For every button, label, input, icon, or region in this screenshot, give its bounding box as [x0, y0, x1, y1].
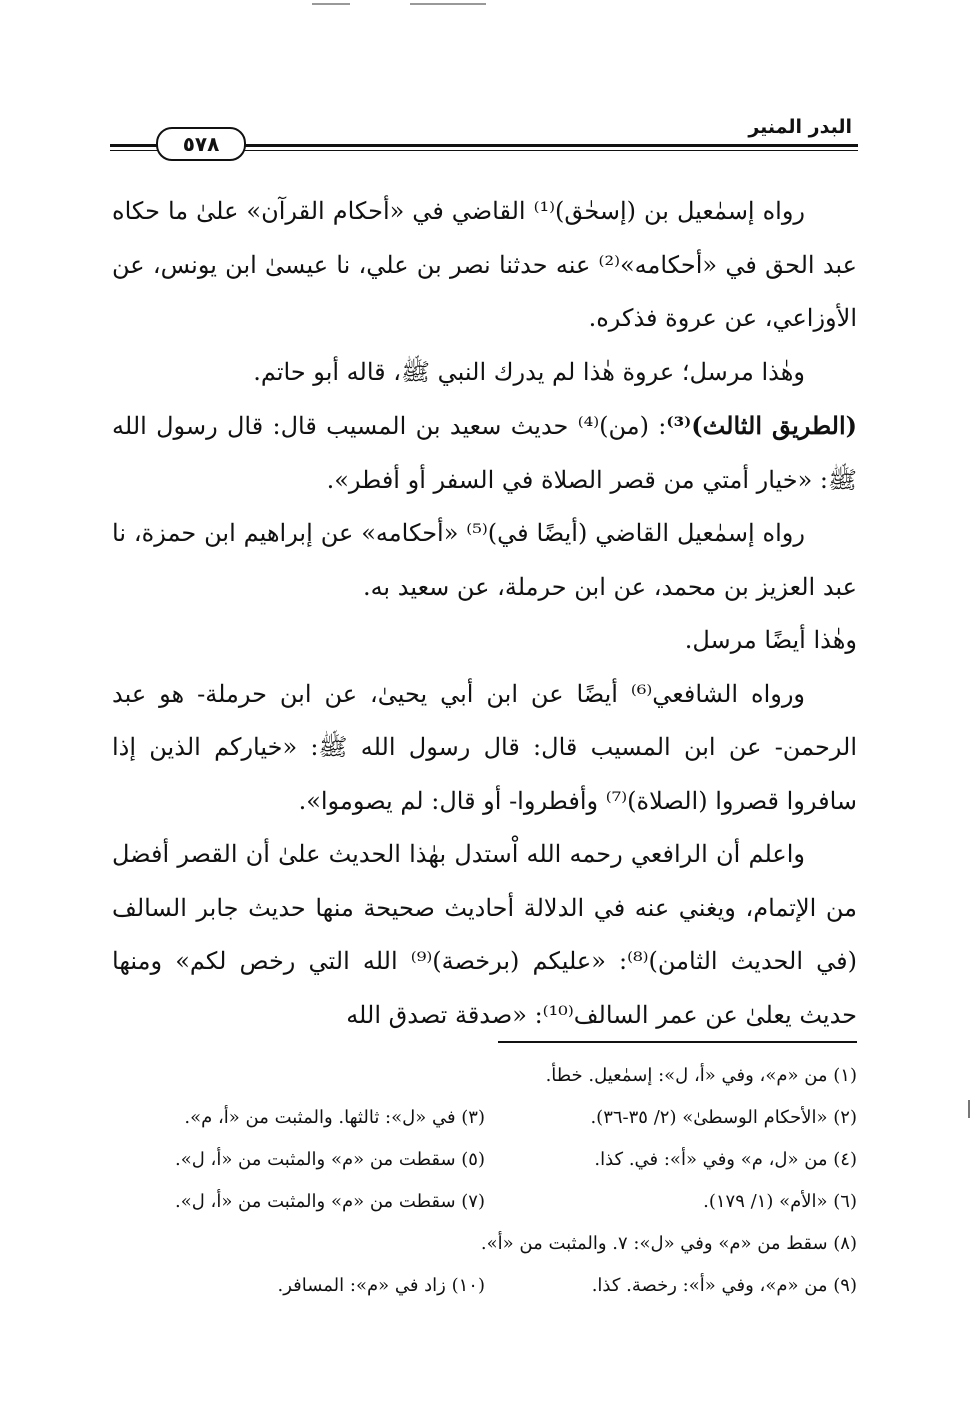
running-title: البدر المنير — [748, 116, 852, 138]
footnote-10: (١٠) زاد في «م»: المسافر. — [277, 1275, 485, 1296]
footnote-6: (٦) «الأم» (١/ ١٧٩). — [703, 1191, 857, 1212]
main-text — [112, 185, 857, 1042]
page-number: ٥٧٨ — [182, 132, 220, 156]
paragraph-6: ورواه الشافعي⁽⁶⁾ أيضًا عن ابن أبي يحيىٰ، عن ابن حرملة- هو عبد الرحمن- عن ابن المسيب قال: قال رسول الله ﷺ: «خياركم الذين إذا سافروا قصروا (الصلاة)⁽⁷⁾ وأفطروا- أو قال: لم يصوموا». — [112, 679, 857, 815]
footnote-5: (٥) سقطت من «م» والمثبت من «أ، ل». — [174, 1149, 485, 1170]
footnote-1: (١) من «م»، وفي «أ، ل»: إسمٰعيل. خطأ. — [545, 1065, 857, 1086]
footnote-line-1 — [112, 1055, 857, 1097]
footnote-9: (٩) من «م»، وفي «أ»: رخصة. كذا. — [591, 1275, 857, 1296]
paragraph-4: رواه إسمٰعيل القاضي (أيضًا في)⁽⁵⁾ «أحكامه» عن إبراهيم ابن حمزة، نا عبد العزيز بن محمد، عن ابن حرملة، عن سعيد به. — [112, 519, 857, 601]
footnotes — [112, 1055, 857, 1307]
footnote-7: (٧) سقطت من «م» والمثبت من «أ، ل». — [174, 1191, 485, 1212]
top-scan-marks — [0, 3, 978, 7]
paragraph-3-text: : (من)⁽⁴⁾ حديث سعيد بن المسيب قال: قال رسول الله ﷺ: «خيار أمتي من قصر الصلاة في السفر أو أفطر». — [112, 412, 857, 494]
footnote-line-4 — [112, 1181, 857, 1223]
paragraph-3 — [112, 399, 857, 507]
paragraph-7: واعلم أن الرافعي رحمه الله اْستدل بهٰذا الحديث علىٰ أن القصر أفضل من الإتمام، ويغني عنه في الدلالة أحاديث صحيحة منها حديث جابر السالف (في الحديث الثامن)⁽⁸⁾: «عليكم (برخصة)⁽⁹⁾ الله التي رخص لكم» ومنها حديث يعلىٰ عن عمر السالف⁽¹⁰⁾: «صدقة تصدق الله — [112, 840, 857, 1029]
footnote-4: (٤) من «ل، م» وفي «أ»: في. كذا. — [594, 1149, 857, 1170]
footnote-line-6 — [112, 1265, 857, 1307]
paragraph-1: رواه إسمٰعيل بن (إسحٰق)⁽¹⁾ القاضي في «أحكام القرآن» علىٰ ما حكاه عبد الحق في «أحكامه»⁽²⁾ عنه حدثنا نصر بن علي، نا عيسىٰ ابن يونس، عن الأوزاعي، عن عروة فذكره. — [112, 197, 857, 332]
page-header — [110, 116, 858, 162]
footnote-2: (٢) «الأحكام الوسطىٰ» (٢/ ٣٥-٣٦). — [590, 1107, 857, 1128]
footnote-line-5 — [112, 1223, 857, 1265]
footnote-line-2 — [112, 1097, 857, 1139]
paragraph-2: وهٰذا مرسل؛ عروة هٰذا لم يدرك النبي ﷺ، قاله أبو حاتم. — [253, 357, 805, 386]
footnote-3: (٣) في «ل»: ثالثها. والمثبت من «أ، م». — [184, 1107, 485, 1128]
page-number-frame — [156, 127, 246, 161]
footnote-line-3 — [112, 1139, 857, 1181]
section-heading-third-route: (الطريق الثالث)⁽³⁾ — [666, 411, 858, 440]
paragraph-5: وهٰذا أيضًا مرسل. — [684, 626, 857, 654]
footnote-8: (٨) سقط من «م» وفي «ل»: ٧. والمثبت من «أ». — [480, 1233, 857, 1254]
footnote-separator — [498, 1041, 857, 1043]
scan-edge-mark — [968, 1100, 970, 1118]
